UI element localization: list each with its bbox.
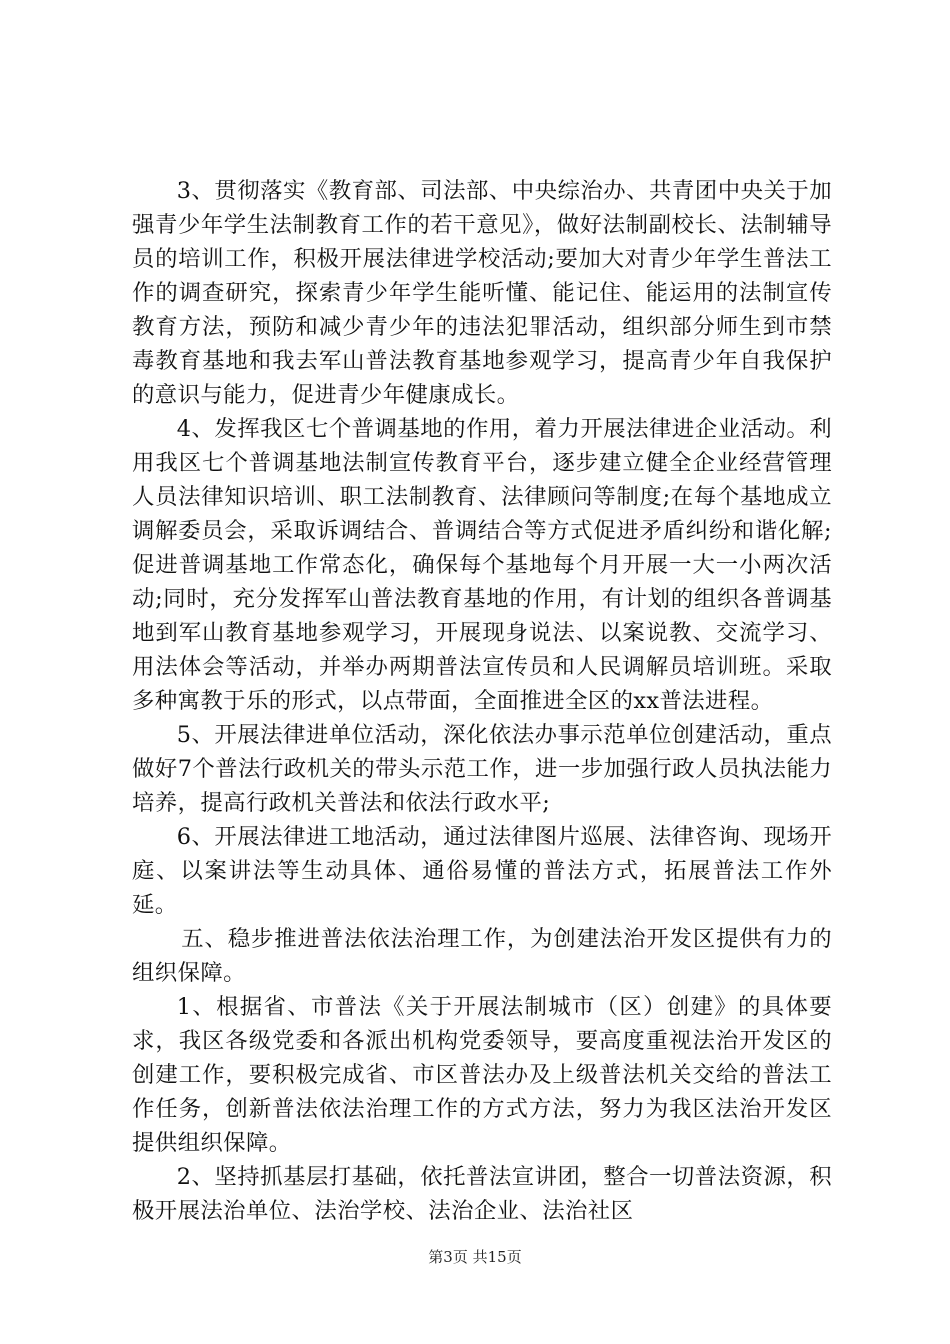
paragraph-item-4: 4、发挥我区七个普调基地的作用，着力开展法律进企业活动。利用我区七个普调基地法制宣传教育平台，逐步建立健全企业经营管理人员法律知识培训、职工法制教育、法律顾问等制度;在每个基地成立调解委员会，采取诉调结合、普调结合等方式促进矛盾纠纷和谐化解;促进普调基地工作常态化，确保每个基地每个月开展一大一小两次活动;同时，充分发挥军山普法教育基地的作用，有计划的组织各普调基地到军山教育基地参观学习，开展现身说法、以案说教、交流学习、用法体会等活动，并举办两期普法宣传员和人民调解员培训班。采取多种寓教于乐的形式，以点带面，全面推进全区的xx普法进程。 xyxy=(132,416,832,714)
paragraph-item-2: 2、坚持抓基层打基础，依托普法宣讲团，整合一切普法资源，积极开展法治单位、法治学校、法治企业、法治社区 xyxy=(132,1164,832,1224)
page-number-footer: 第3页 共15页 xyxy=(428,1248,522,1266)
section-heading-five: 五、稳步推进普法依法治理工作，为创建法治开发区提供有力的组织保障。 xyxy=(132,926,832,986)
paragraph-item-5: 5、开展法律进单位活动，深化依法办事示范单位创建活动，重点做好7个普法行政机关的带头示范工作，进一步加强行政人员执法能力培养，提高行政机关普法和依法行政水平; xyxy=(132,722,832,816)
document-body xyxy=(132,174,832,1228)
paragraph-item-6: 6、开展法律进工地活动，通过法律图片巡展、法律咨询、现场开庭、以案讲法等生动具体、通俗易懂的普法方式，拓展普法工作外延。 xyxy=(132,824,832,918)
paragraph-item-3: 3、贯彻落实《教育部、司法部、中央综治办、共青团中央关于加强青少年学生法制教育工作的若干意见》，做好法制副校长、法制辅导员的培训工作，积极开展法律进学校活动;要加大对青少年学生普法工作的调查研究，探索青少年学生能听懂、能记住、能运用的法制宣传教育方法，预防和减少青少年的违法犯罪活动，组织部分师生到市禁毒教育基地和我去军山普法教育基地参观学习，提高青少年自我保护的意识与能力，促进青少年健康成长。 xyxy=(132,178,832,408)
paragraph-item-1: 1、根据省、市普法《关于开展法制城市（区）创建》的具体要求，我区各级党委和各派出机构党委领导，要高度重视法治开发区的创建工作，要积极完成省、市区普法办及上级普法机关交给的普法工作任务，创新普法依法治理工作的方式方法，努力为我区法治开发区提供组织保障。 xyxy=(132,994,832,1156)
